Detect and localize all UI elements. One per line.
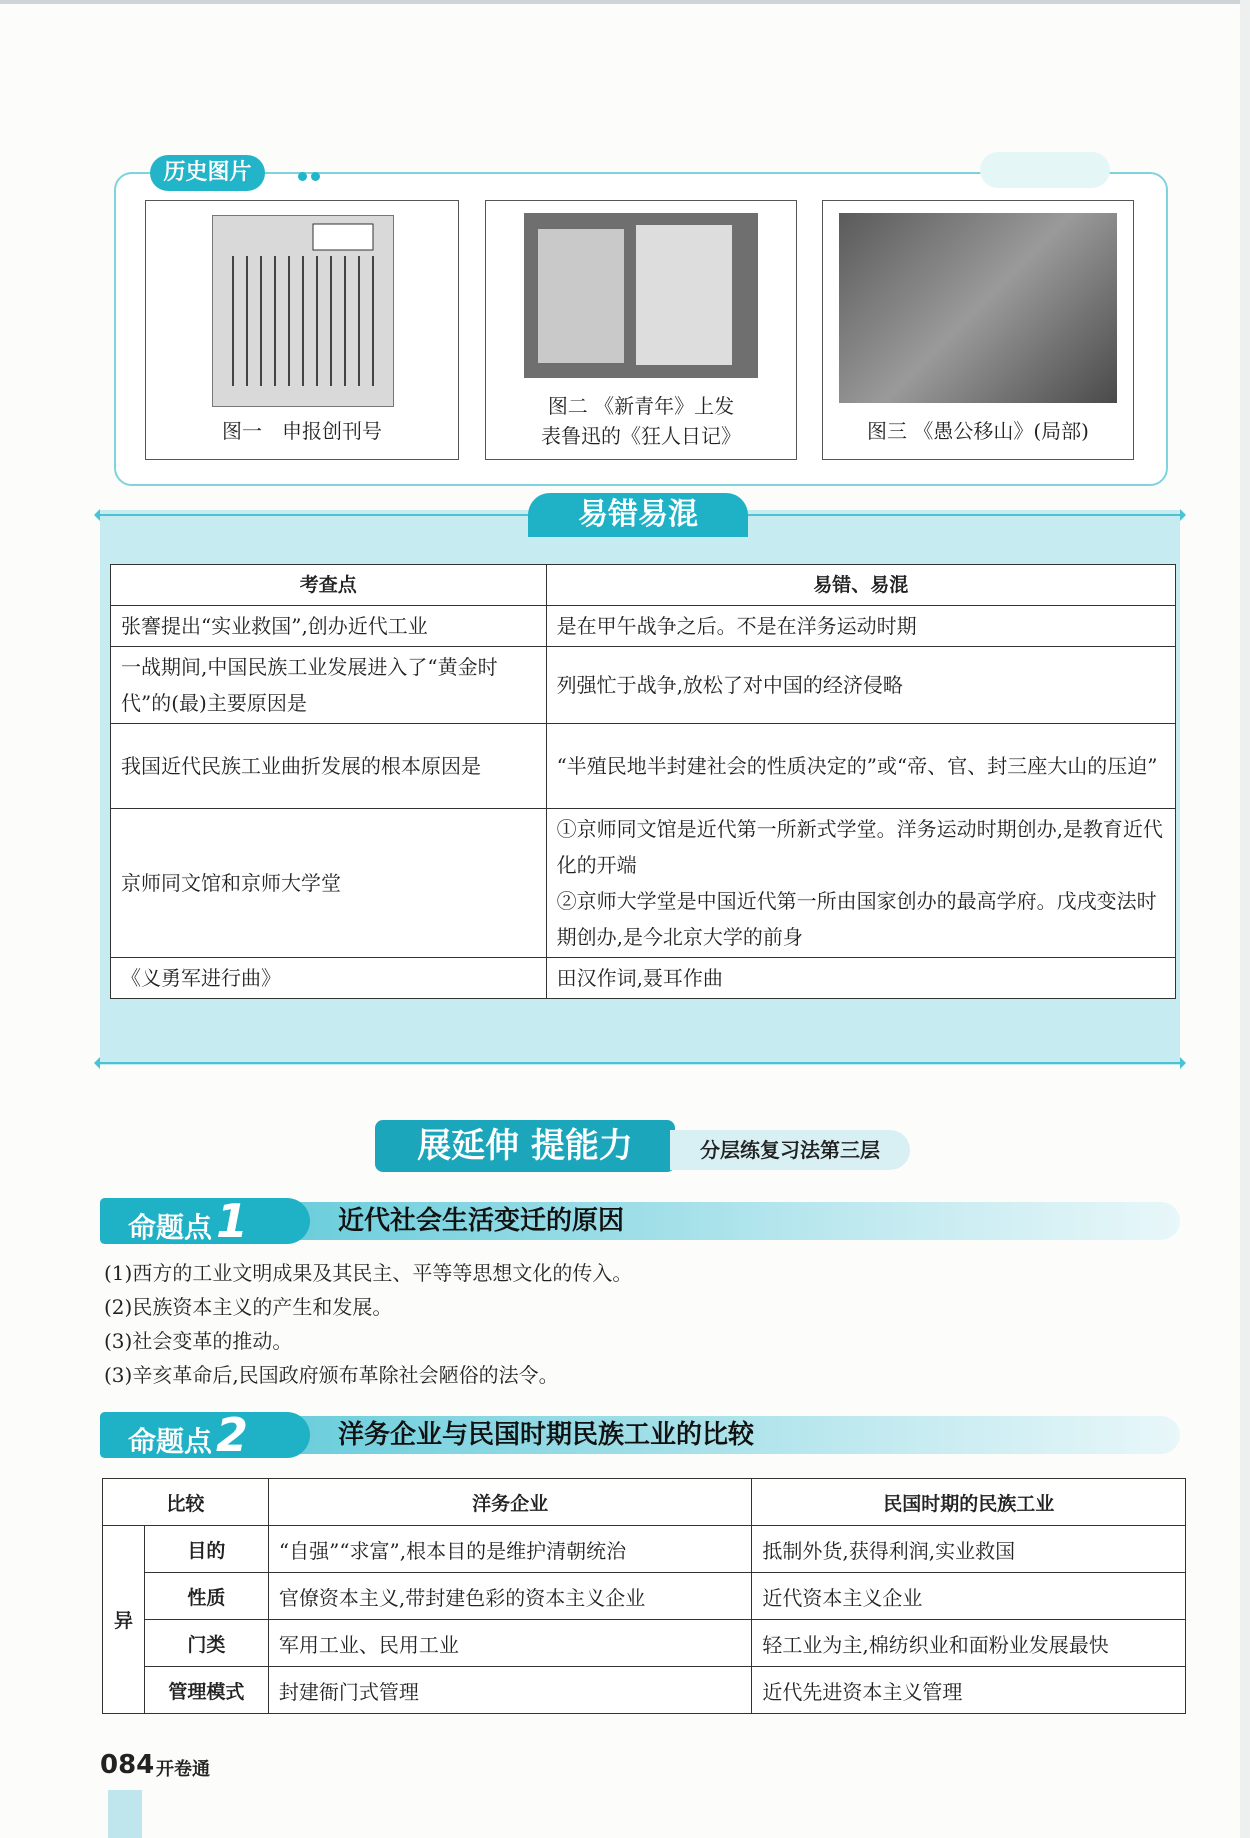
top-edge (0, 0, 1250, 4)
title-dots (298, 166, 324, 185)
list-item: (3)辛亥革命后,民国政府颁布革除社会陋俗的法令。 (104, 1363, 559, 1387)
magazine-page (538, 229, 624, 363)
newspaper-lines (213, 216, 393, 406)
table-row (103, 1667, 1186, 1714)
table-row (103, 1526, 1186, 1573)
history-pictures-title: 历史图片 (150, 155, 265, 191)
topic1-number: 1 (216, 1194, 249, 1248)
section-subtitle: 分层练复习法第三层 (670, 1130, 910, 1170)
note-cell: ①京师同文馆是近代第一所新式学堂。洋务运动时期创办,是教育近代化的开端 ②京师大学堂是中国近代第一所由国家创办的最高学府。戊戌变法时期创办,是今北京大学的前身 (546, 809, 1175, 958)
mistakes-table (110, 564, 1176, 999)
yangwu-cell: 官僚资本主义,带封建色彩的资本主义企业 (268, 1573, 752, 1620)
point-cell: 京师同文馆和京师大学堂 (111, 809, 547, 958)
note-cell: 是在甲午战争之后。不是在洋务运动时期 (546, 606, 1175, 647)
yangwu-cell: 封建衙门式管理 (268, 1667, 752, 1714)
note-cell: 列强忙于战争,放松了对中国的经济侵略 (546, 647, 1175, 724)
footer-bar (108, 1790, 142, 1838)
picture-card-1 (145, 200, 459, 460)
header-minguo: 民国时期的民族工业 (752, 1479, 1186, 1526)
topic2-title: 洋务企业与民国时期民族工业的比较 (338, 1420, 755, 1450)
table-header-row (103, 1479, 1186, 1526)
table-row (111, 958, 1176, 999)
mistakes-title: 易错易混 (528, 493, 748, 537)
magazine-cover (636, 225, 732, 365)
picture-caption-2b: 表鲁迅的《狂人日记》 (541, 424, 741, 448)
row-label: 管理模式 (144, 1667, 268, 1714)
header-point: 考查点 (111, 565, 547, 606)
page-edge (1240, 0, 1250, 1838)
group-label: 异 (103, 1526, 145, 1714)
list-item: (2)民族资本主义的产生和发展。 (104, 1295, 393, 1319)
yangwu-cell: 军用工业、民用工业 (268, 1620, 752, 1667)
topic1-tab (100, 1194, 310, 1248)
table-row (111, 647, 1176, 724)
point-cell: 我国近代民族工业曲折发展的根本原因是 (111, 724, 547, 809)
point-cell: 《义勇军进行曲》 (111, 958, 547, 999)
row-label: 目的 (144, 1526, 268, 1573)
minguo-cell: 近代先进资本主义管理 (752, 1667, 1186, 1714)
table-row (111, 809, 1176, 958)
comparison-table (102, 1478, 1186, 1714)
header-compare: 比较 (103, 1479, 269, 1526)
topic1-points (104, 1256, 632, 1392)
topic2-number: 2 (216, 1408, 249, 1462)
brand-name: 开卷通 (156, 1759, 210, 1780)
topic2-tab-label: 命题点 (128, 1425, 213, 1458)
decorative-badge (980, 152, 1110, 188)
row-label: 性质 (144, 1573, 268, 1620)
minguo-cell: 轻工业为主,棉纺织业和面粉业发展最快 (752, 1620, 1186, 1667)
point-cell: 张謇提出“实业救国”,创办近代工业 (111, 606, 547, 647)
topic1-tab-label: 命题点 (128, 1211, 213, 1244)
page-number: 084 (100, 1750, 155, 1780)
table-header-row (111, 565, 1176, 606)
minguo-cell: 抵制外货,获得利润,实业救国 (752, 1526, 1186, 1573)
picture-card-3 (822, 200, 1134, 460)
section-title: 展延伸 提能力 (375, 1120, 675, 1172)
magazine-image (524, 213, 758, 378)
picture-caption-2a: 图二 《新青年》上发 (547, 394, 735, 418)
list-item: (3)社会变革的推动。 (104, 1329, 293, 1353)
newspaper-image (212, 215, 394, 407)
picture-caption-1: 图一 申报创刊号 (222, 419, 382, 443)
divider-bottom (100, 1062, 1180, 1064)
picture-card-2 (485, 200, 797, 460)
header-yangwu: 洋务企业 (268, 1479, 752, 1526)
table-row (103, 1620, 1186, 1667)
painting-image (839, 213, 1117, 403)
note-cell: “半殖民地半封建社会的性质决定的”或“帝、官、封三座大山的压迫” (546, 724, 1175, 809)
header-note: 易错、易混 (546, 565, 1175, 606)
yangwu-cell: “自强”“求富”,根本目的是维护清朝统治 (268, 1526, 752, 1573)
note-cell: 田汉作词,聂耳作曲 (546, 958, 1175, 999)
minguo-cell: 近代资本主义企业 (752, 1573, 1186, 1620)
row-label: 门类 (144, 1620, 268, 1667)
topic2-tab (100, 1408, 310, 1462)
picture-caption-3: 图三 《愚公移山》(局部) (867, 419, 1089, 443)
table-row (103, 1573, 1186, 1620)
point-cell: 一战期间,中国民族工业发展进入了“黄金时代”的(最)主要原因是 (111, 647, 547, 724)
table-row (111, 724, 1176, 809)
list-item: (1)西方的工业文明成果及其民主、平等等思想文化的传入。 (104, 1261, 633, 1285)
table-row (111, 606, 1176, 647)
topic1-title: 近代社会生活变迁的原因 (338, 1206, 625, 1236)
